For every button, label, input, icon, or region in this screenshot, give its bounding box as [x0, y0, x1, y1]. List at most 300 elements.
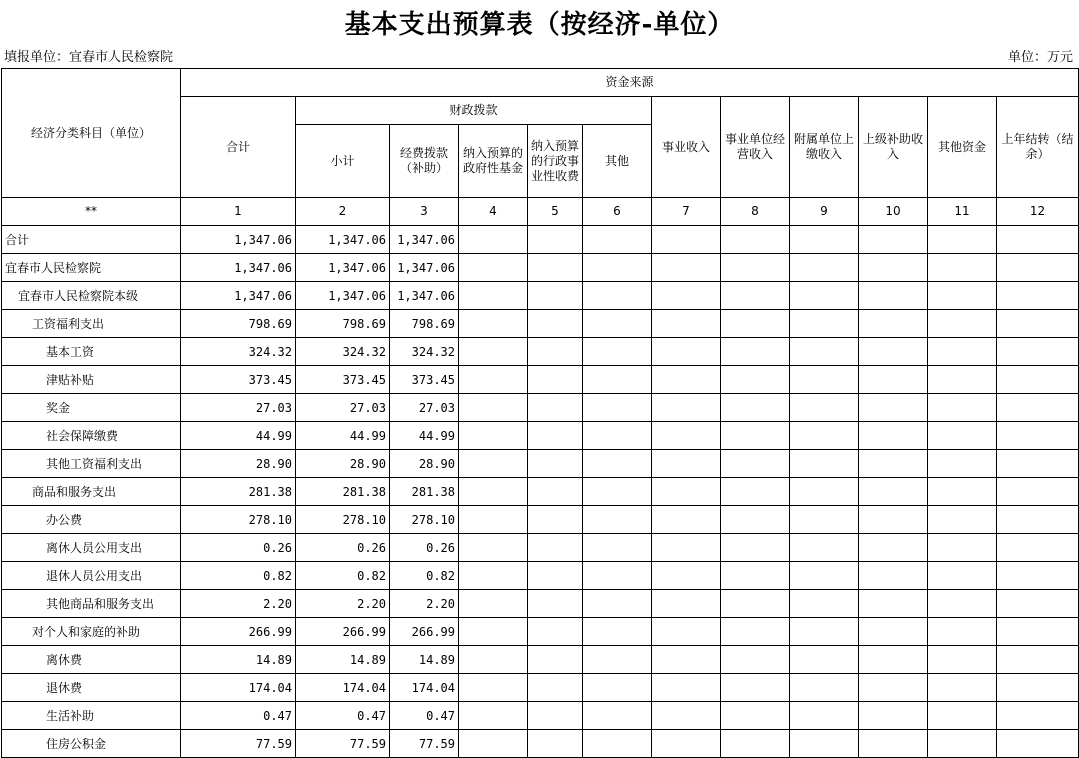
row-category: 基本工资 [2, 338, 181, 366]
empty-cell [528, 366, 583, 394]
row-appropriation: 44.99 [390, 422, 459, 450]
empty-cell [652, 254, 721, 282]
empty-cell [997, 562, 1079, 590]
row-total: 14.89 [181, 646, 296, 674]
empty-cell [652, 450, 721, 478]
empty-cell [652, 478, 721, 506]
empty-cell [721, 506, 790, 534]
empty-cell [997, 646, 1079, 674]
empty-cell [790, 506, 859, 534]
row-category: 工资福利支出 [2, 310, 181, 338]
row-subtotal: 0.26 [296, 534, 390, 562]
empty-cell [790, 394, 859, 422]
empty-cell [583, 730, 652, 758]
row-subtotal: 373.45 [296, 366, 390, 394]
row-category: 生活补助 [2, 702, 181, 730]
index-cell: 6 [583, 198, 652, 226]
row-category: 津贴补贴 [2, 366, 181, 394]
header-gov-fund: 纳入预算的政府性基金 [459, 125, 528, 198]
empty-cell [997, 590, 1079, 618]
empty-cell [721, 590, 790, 618]
empty-cell [928, 394, 997, 422]
header-other: 其他 [583, 125, 652, 198]
empty-cell [459, 450, 528, 478]
empty-cell [721, 730, 790, 758]
empty-cell [790, 646, 859, 674]
empty-cell [859, 450, 928, 478]
row-subtotal: 0.47 [296, 702, 390, 730]
empty-cell [528, 282, 583, 310]
empty-cell [459, 282, 528, 310]
empty-cell [928, 534, 997, 562]
row-total: 798.69 [181, 310, 296, 338]
empty-cell [721, 562, 790, 590]
empty-cell [859, 338, 928, 366]
empty-cell [997, 618, 1079, 646]
empty-cell [528, 562, 583, 590]
header-subsidiary-income: 附属单位上缴收入 [790, 97, 859, 198]
header-superior-subsidy: 上级补助收入 [859, 97, 928, 198]
empty-cell [928, 366, 997, 394]
table-row [2, 338, 1079, 366]
row-appropriation: 266.99 [390, 618, 459, 646]
table-row [2, 226, 1079, 254]
empty-cell [583, 534, 652, 562]
index-cell: 8 [721, 198, 790, 226]
row-appropriation: 77.59 [390, 730, 459, 758]
header-admin-fee: 纳入预算的行政事业性收费 [528, 125, 583, 198]
empty-cell [721, 646, 790, 674]
empty-cell [652, 674, 721, 702]
row-subtotal: 798.69 [296, 310, 390, 338]
empty-cell [928, 310, 997, 338]
row-appropriation: 281.38 [390, 478, 459, 506]
row-appropriation: 1,347.06 [390, 226, 459, 254]
empty-cell [859, 702, 928, 730]
empty-cell [928, 590, 997, 618]
index-cell: 12 [997, 198, 1079, 226]
empty-cell [528, 394, 583, 422]
empty-cell [652, 506, 721, 534]
empty-cell [583, 506, 652, 534]
table-row [2, 534, 1079, 562]
empty-cell [528, 478, 583, 506]
empty-cell [859, 590, 928, 618]
index-cell: 10 [859, 198, 928, 226]
empty-cell [790, 562, 859, 590]
empty-cell [721, 534, 790, 562]
row-total: 266.99 [181, 618, 296, 646]
empty-cell [997, 394, 1079, 422]
empty-cell [790, 534, 859, 562]
table-row [2, 702, 1079, 730]
index-cell: 4 [459, 198, 528, 226]
empty-cell [459, 254, 528, 282]
index-row [2, 198, 1079, 226]
empty-cell [459, 366, 528, 394]
empty-cell [528, 254, 583, 282]
row-category: 离休费 [2, 646, 181, 674]
row-appropriation: 1,347.06 [390, 282, 459, 310]
empty-cell [721, 226, 790, 254]
row-total: 1,347.06 [181, 226, 296, 254]
empty-cell [459, 674, 528, 702]
empty-cell [928, 450, 997, 478]
empty-cell [997, 282, 1079, 310]
row-subtotal: 2.20 [296, 590, 390, 618]
row-appropriation: 373.45 [390, 366, 459, 394]
empty-cell [790, 478, 859, 506]
table-row [2, 478, 1079, 506]
empty-cell [528, 702, 583, 730]
row-total: 0.82 [181, 562, 296, 590]
empty-cell [859, 254, 928, 282]
empty-cell [997, 534, 1079, 562]
row-total: 324.32 [181, 338, 296, 366]
empty-cell [790, 590, 859, 618]
empty-cell [859, 646, 928, 674]
empty-cell [652, 310, 721, 338]
index-cell: 7 [652, 198, 721, 226]
table-row [2, 590, 1079, 618]
empty-cell [997, 702, 1079, 730]
empty-cell [928, 422, 997, 450]
row-appropriation: 28.90 [390, 450, 459, 478]
row-category: 退休费 [2, 674, 181, 702]
empty-cell [997, 254, 1079, 282]
empty-cell [528, 590, 583, 618]
empty-cell [583, 478, 652, 506]
empty-cell [928, 506, 997, 534]
row-subtotal: 1,347.06 [296, 226, 390, 254]
empty-cell [790, 618, 859, 646]
table-row [2, 646, 1079, 674]
empty-cell [583, 422, 652, 450]
empty-cell [997, 310, 1079, 338]
empty-cell [583, 366, 652, 394]
table-row [2, 730, 1079, 758]
empty-cell [583, 646, 652, 674]
row-total: 77.59 [181, 730, 296, 758]
row-total: 373.45 [181, 366, 296, 394]
table-body [2, 226, 1079, 758]
table-row [2, 282, 1079, 310]
row-total: 28.90 [181, 450, 296, 478]
empty-cell [459, 702, 528, 730]
empty-cell [652, 702, 721, 730]
row-appropriation: 1,347.06 [390, 254, 459, 282]
row-appropriation: 324.32 [390, 338, 459, 366]
row-total: 0.26 [181, 534, 296, 562]
empty-cell [790, 674, 859, 702]
empty-cell [528, 422, 583, 450]
table-row [2, 450, 1079, 478]
empty-cell [997, 450, 1079, 478]
empty-cell [528, 450, 583, 478]
row-appropriation: 0.82 [390, 562, 459, 590]
header-total: 合计 [181, 97, 296, 198]
table-row [2, 618, 1079, 646]
empty-cell [528, 506, 583, 534]
row-appropriation: 798.69 [390, 310, 459, 338]
empty-cell [459, 506, 528, 534]
row-total: 1,347.06 [181, 282, 296, 310]
empty-cell [528, 730, 583, 758]
empty-cell [790, 702, 859, 730]
empty-cell [997, 422, 1079, 450]
empty-cell [583, 562, 652, 590]
empty-cell [859, 506, 928, 534]
row-total: 1,347.06 [181, 254, 296, 282]
empty-cell [859, 366, 928, 394]
row-subtotal: 1,347.06 [296, 282, 390, 310]
header-other-funds: 其他资金 [928, 97, 997, 198]
empty-cell [528, 618, 583, 646]
empty-cell [583, 674, 652, 702]
table-row [2, 562, 1079, 590]
index-cell: 5 [528, 198, 583, 226]
empty-cell [859, 618, 928, 646]
empty-cell [652, 282, 721, 310]
empty-cell [928, 254, 997, 282]
empty-cell [790, 366, 859, 394]
row-total: 2.20 [181, 590, 296, 618]
row-appropriation: 174.04 [390, 674, 459, 702]
page-title: 基本支出预算表（按经济-单位） [344, 10, 735, 40]
empty-cell [997, 674, 1079, 702]
row-appropriation: 14.89 [390, 646, 459, 674]
empty-cell [721, 478, 790, 506]
empty-cell [721, 702, 790, 730]
table-row [2, 506, 1079, 534]
empty-cell [790, 226, 859, 254]
row-appropriation: 278.10 [390, 506, 459, 534]
row-category: 社会保障缴费 [2, 422, 181, 450]
row-appropriation: 0.26 [390, 534, 459, 562]
header-fiscal: 财政拨款 [296, 97, 652, 125]
empty-cell [459, 394, 528, 422]
row-category: 宜春市人民检察院 [2, 254, 181, 282]
header-category: 经济分类科目（单位） [2, 69, 181, 198]
empty-cell [652, 422, 721, 450]
index-cell: ** [2, 198, 181, 226]
empty-cell [459, 646, 528, 674]
row-subtotal: 44.99 [296, 422, 390, 450]
row-category: 其他工资福利支出 [2, 450, 181, 478]
empty-cell [721, 366, 790, 394]
empty-cell [528, 534, 583, 562]
row-category: 办公费 [2, 506, 181, 534]
empty-cell [583, 282, 652, 310]
empty-cell [790, 422, 859, 450]
empty-cell [652, 562, 721, 590]
filler-unit: 填报单位：宜春市人民检察院 [4, 50, 174, 65]
empty-cell [721, 422, 790, 450]
empty-cell [528, 338, 583, 366]
header-business-income: 事业收入 [652, 97, 721, 198]
row-category: 合计 [2, 226, 181, 254]
table-row [2, 674, 1079, 702]
empty-cell [928, 730, 997, 758]
row-subtotal: 77.59 [296, 730, 390, 758]
empty-cell [652, 646, 721, 674]
empty-cell [790, 282, 859, 310]
empty-cell [459, 422, 528, 450]
table-row [2, 254, 1079, 282]
empty-cell [721, 450, 790, 478]
empty-cell [721, 674, 790, 702]
header-subtotal: 小计 [296, 125, 390, 198]
row-subtotal: 281.38 [296, 478, 390, 506]
row-subtotal: 0.82 [296, 562, 390, 590]
empty-cell [583, 590, 652, 618]
empty-cell [928, 646, 997, 674]
money-unit: 单位：万元 [1007, 50, 1073, 65]
row-subtotal: 28.90 [296, 450, 390, 478]
empty-cell [721, 618, 790, 646]
row-category: 商品和服务支出 [2, 478, 181, 506]
empty-cell [583, 450, 652, 478]
empty-cell [583, 254, 652, 282]
empty-cell [859, 310, 928, 338]
empty-cell [721, 394, 790, 422]
empty-cell [721, 338, 790, 366]
empty-cell [859, 394, 928, 422]
empty-cell [528, 310, 583, 338]
empty-cell [928, 618, 997, 646]
row-total: 0.47 [181, 702, 296, 730]
empty-cell [459, 730, 528, 758]
row-total: 27.03 [181, 394, 296, 422]
index-cell: 11 [928, 198, 997, 226]
empty-cell [997, 226, 1079, 254]
empty-cell [652, 590, 721, 618]
empty-cell [583, 338, 652, 366]
table-row [2, 394, 1079, 422]
empty-cell [528, 674, 583, 702]
empty-cell [459, 618, 528, 646]
empty-cell [721, 282, 790, 310]
empty-cell [997, 366, 1079, 394]
header-funding-source: 资金来源 [181, 69, 1079, 97]
row-total: 278.10 [181, 506, 296, 534]
empty-cell [721, 254, 790, 282]
empty-cell [459, 590, 528, 618]
row-category: 奖金 [2, 394, 181, 422]
index-cell: 2 [296, 198, 390, 226]
index-cell: 9 [790, 198, 859, 226]
row-category: 宜春市人民检察院本级 [2, 282, 181, 310]
empty-cell [997, 478, 1079, 506]
empty-cell [928, 226, 997, 254]
empty-cell [928, 338, 997, 366]
empty-cell [997, 338, 1079, 366]
empty-cell [583, 702, 652, 730]
empty-cell [652, 338, 721, 366]
table-row [2, 422, 1079, 450]
empty-cell [928, 562, 997, 590]
empty-cell [459, 478, 528, 506]
empty-cell [528, 646, 583, 674]
row-subtotal: 266.99 [296, 618, 390, 646]
row-category: 其他商品和服务支出 [2, 590, 181, 618]
empty-cell [928, 478, 997, 506]
header-carryover: 上年结转（结余） [997, 97, 1079, 198]
row-category: 对个人和家庭的补助 [2, 618, 181, 646]
empty-cell [652, 730, 721, 758]
empty-cell [859, 478, 928, 506]
header-business-op-income: 事业单位经营收入 [721, 97, 790, 198]
empty-cell [528, 226, 583, 254]
empty-cell [859, 534, 928, 562]
empty-cell [997, 730, 1079, 758]
table-row [2, 310, 1079, 338]
empty-cell [459, 226, 528, 254]
index-cell: 3 [390, 198, 459, 226]
empty-cell [997, 506, 1079, 534]
row-subtotal: 27.03 [296, 394, 390, 422]
row-category: 离休人员公用支出 [2, 534, 181, 562]
empty-cell [652, 226, 721, 254]
row-total: 44.99 [181, 422, 296, 450]
empty-cell [859, 226, 928, 254]
empty-cell [790, 730, 859, 758]
empty-cell [859, 674, 928, 702]
empty-cell [459, 534, 528, 562]
empty-cell [928, 282, 997, 310]
row-appropriation: 2.20 [390, 590, 459, 618]
empty-cell [459, 562, 528, 590]
row-subtotal: 174.04 [296, 674, 390, 702]
empty-cell [859, 422, 928, 450]
index-cell: 1 [181, 198, 296, 226]
row-total: 281.38 [181, 478, 296, 506]
empty-cell [859, 562, 928, 590]
empty-cell [790, 450, 859, 478]
row-appropriation: 0.47 [390, 702, 459, 730]
empty-cell [928, 674, 997, 702]
row-subtotal: 278.10 [296, 506, 390, 534]
empty-cell [859, 282, 928, 310]
empty-cell [721, 310, 790, 338]
row-appropriation: 27.03 [390, 394, 459, 422]
empty-cell [583, 394, 652, 422]
empty-cell [859, 730, 928, 758]
empty-cell [459, 310, 528, 338]
empty-cell [790, 254, 859, 282]
row-category: 住房公积金 [2, 730, 181, 758]
empty-cell [583, 310, 652, 338]
row-subtotal: 14.89 [296, 646, 390, 674]
empty-cell [790, 338, 859, 366]
table-row [2, 366, 1079, 394]
empty-cell [790, 310, 859, 338]
row-subtotal: 324.32 [296, 338, 390, 366]
empty-cell [928, 702, 997, 730]
header-appropriation: 经费拨款（补助） [390, 125, 459, 198]
empty-cell [583, 226, 652, 254]
empty-cell [652, 534, 721, 562]
empty-cell [459, 338, 528, 366]
row-category: 退休人员公用支出 [2, 562, 181, 590]
empty-cell [583, 618, 652, 646]
row-subtotal: 1,347.06 [296, 254, 390, 282]
row-total: 174.04 [181, 674, 296, 702]
budget-table [1, 68, 1079, 758]
empty-cell [652, 618, 721, 646]
empty-cell [652, 394, 721, 422]
empty-cell [652, 366, 721, 394]
